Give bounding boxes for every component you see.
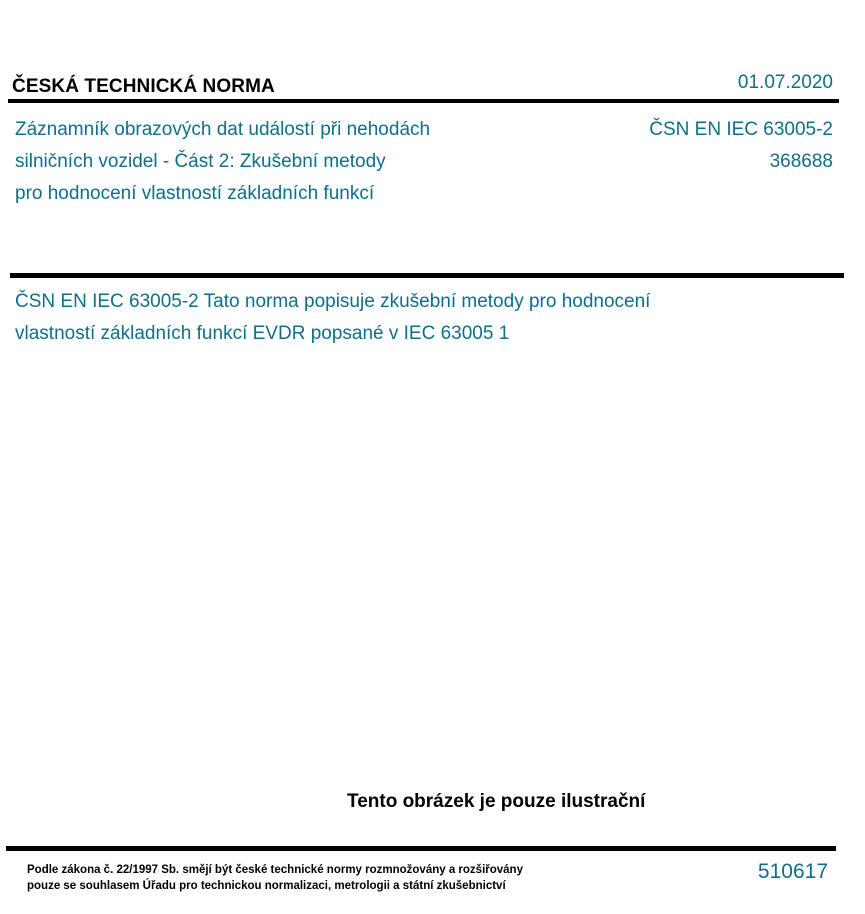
illustration-note: Tento obrázek je pouze ilustrační xyxy=(347,791,646,812)
class-number: 368688 xyxy=(769,151,833,172)
legal-line: Podle zákona č. 22/1997 Sb. smějí být české technické normy rozmnožovány a rozšiřovány xyxy=(27,864,523,876)
standard-title xyxy=(15,114,575,210)
publication-date: 01.07.2020 xyxy=(737,72,833,93)
header-divider xyxy=(8,99,839,103)
product-code: 510617 xyxy=(757,860,828,883)
standard-title-line: pro hodnocení vlastností základních funkcí xyxy=(15,183,375,204)
summary-line: ČSN EN IEC 63005-2 Tato norma popisuje zkušební metody pro hodnocení xyxy=(15,291,651,312)
standard-title-line: Záznamník obrazových dat událostí při nehodách xyxy=(15,119,431,140)
section-divider xyxy=(10,273,844,278)
document-type-heading: ČESKÁ TECHNICKÁ NORMA xyxy=(12,76,275,97)
summary-line: vlastností základních funkcí EVDR popsané v IEC 63005 1 xyxy=(15,323,510,344)
standard-code: ČSN EN IEC 63005-2 xyxy=(649,119,833,140)
standard-identifier xyxy=(649,114,833,178)
footer-divider xyxy=(6,846,836,851)
legal-notice xyxy=(27,862,523,894)
standard-title-line: silničních vozidel - Část 2: Zkušební metody xyxy=(15,151,386,172)
standard-summary xyxy=(15,286,835,350)
legal-line: pouze se souhlasem Úřadu pro technickou normalizaci, metrologii a státní zkušebnictví xyxy=(27,880,506,892)
